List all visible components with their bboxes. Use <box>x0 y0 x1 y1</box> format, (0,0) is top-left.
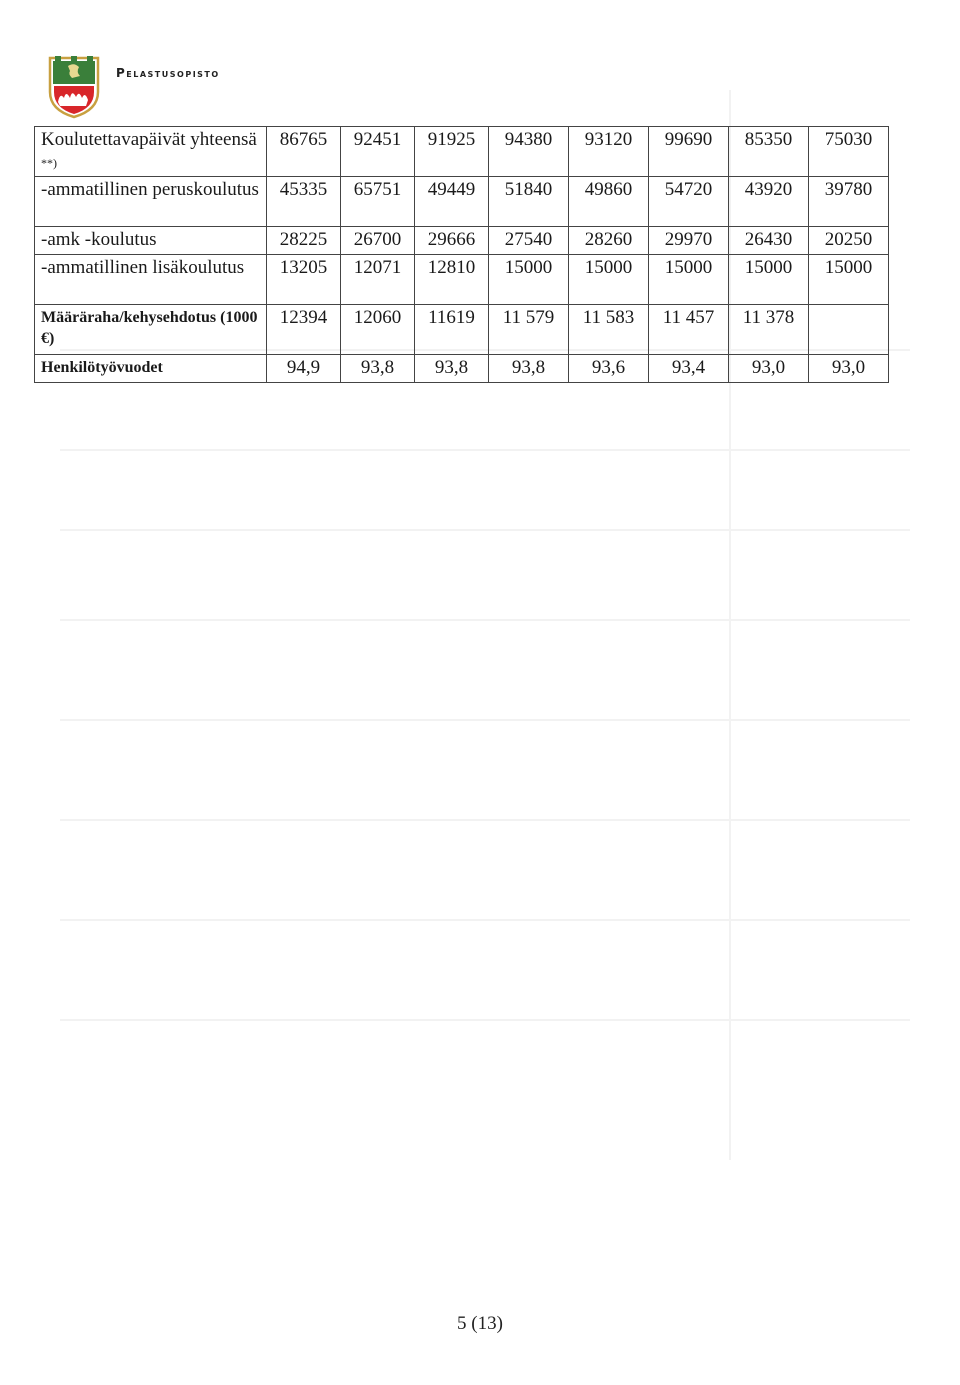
table-cell: 94380 <box>489 127 569 177</box>
coat-of-arms-icon <box>46 54 102 120</box>
row-label: -amk -koulutus <box>35 227 267 255</box>
table-cell: 26430 <box>729 227 809 255</box>
table-cell: 93,6 <box>569 355 649 383</box>
row-label <box>35 127 267 177</box>
statistics-table <box>34 126 889 383</box>
table-cell: 93120 <box>569 127 649 177</box>
table-cell: 27540 <box>489 227 569 255</box>
table-row <box>35 177 889 227</box>
table-cell: 15000 <box>649 255 729 305</box>
table-cell: 12394 <box>267 305 341 355</box>
table-cell: 20250 <box>809 227 889 255</box>
table-cell: 11 457 <box>649 305 729 355</box>
organization-name: Pelastusopisto <box>116 66 220 80</box>
footnote-marker: **) <box>41 156 57 170</box>
table-cell: 43920 <box>729 177 809 227</box>
table-cell: 11 583 <box>569 305 649 355</box>
table-cell: 92451 <box>341 127 415 177</box>
table-cell: 11 378 <box>729 305 809 355</box>
table-cell: 45335 <box>267 177 341 227</box>
row-label: -ammatillinen peruskoulutus <box>35 177 267 227</box>
table-cell: 29970 <box>649 227 729 255</box>
table-cell: 93,8 <box>415 355 489 383</box>
table-cell: 49449 <box>415 177 489 227</box>
table-cell: 39780 <box>809 177 889 227</box>
table-cell: 15000 <box>489 255 569 305</box>
table-cell: 93,0 <box>809 355 889 383</box>
table-cell: 28225 <box>267 227 341 255</box>
table-cell: 86765 <box>267 127 341 177</box>
table-cell: 93,8 <box>341 355 415 383</box>
row-label: -ammatillinen lisäkoulutus <box>35 255 267 305</box>
table-cell: 85350 <box>729 127 809 177</box>
table-cell: 12810 <box>415 255 489 305</box>
table-body <box>35 127 889 383</box>
table-cell: 12060 <box>341 305 415 355</box>
table-cell: 54720 <box>649 177 729 227</box>
table-cell: 29666 <box>415 227 489 255</box>
table-row <box>35 127 889 177</box>
table-row <box>35 305 889 355</box>
table-cell: 28260 <box>569 227 649 255</box>
table-cell: 49860 <box>569 177 649 227</box>
table-cell: 75030 <box>809 127 889 177</box>
table-cell: 11 579 <box>489 305 569 355</box>
table-cell: 15000 <box>809 255 889 305</box>
table-cell: 93,4 <box>649 355 729 383</box>
page-number: 5 (13) <box>457 1313 503 1334</box>
table-row <box>35 355 889 383</box>
row-label: Määräraha/kehysehdotus (1000 €) <box>35 305 267 355</box>
table-cell: 11619 <box>415 305 489 355</box>
table-cell: 12071 <box>341 255 415 305</box>
row-label-text: Koulutettavapäivät yhteensä <box>41 129 257 150</box>
row-label: Henkilötyövuodet <box>35 355 267 383</box>
table-cell: 65751 <box>341 177 415 227</box>
table-cell: 93,0 <box>729 355 809 383</box>
table-cell: 13205 <box>267 255 341 305</box>
table-cell: 91925 <box>415 127 489 177</box>
table-cell <box>809 305 889 355</box>
table-cell: 26700 <box>341 227 415 255</box>
table-cell: 93,8 <box>489 355 569 383</box>
document-header <box>46 54 220 120</box>
table-row <box>35 227 889 255</box>
table-cell: 94,9 <box>267 355 341 383</box>
table-cell: 99690 <box>649 127 729 177</box>
table-cell: 15000 <box>569 255 649 305</box>
table-row <box>35 255 889 305</box>
table-cell: 51840 <box>489 177 569 227</box>
table-cell: 15000 <box>729 255 809 305</box>
